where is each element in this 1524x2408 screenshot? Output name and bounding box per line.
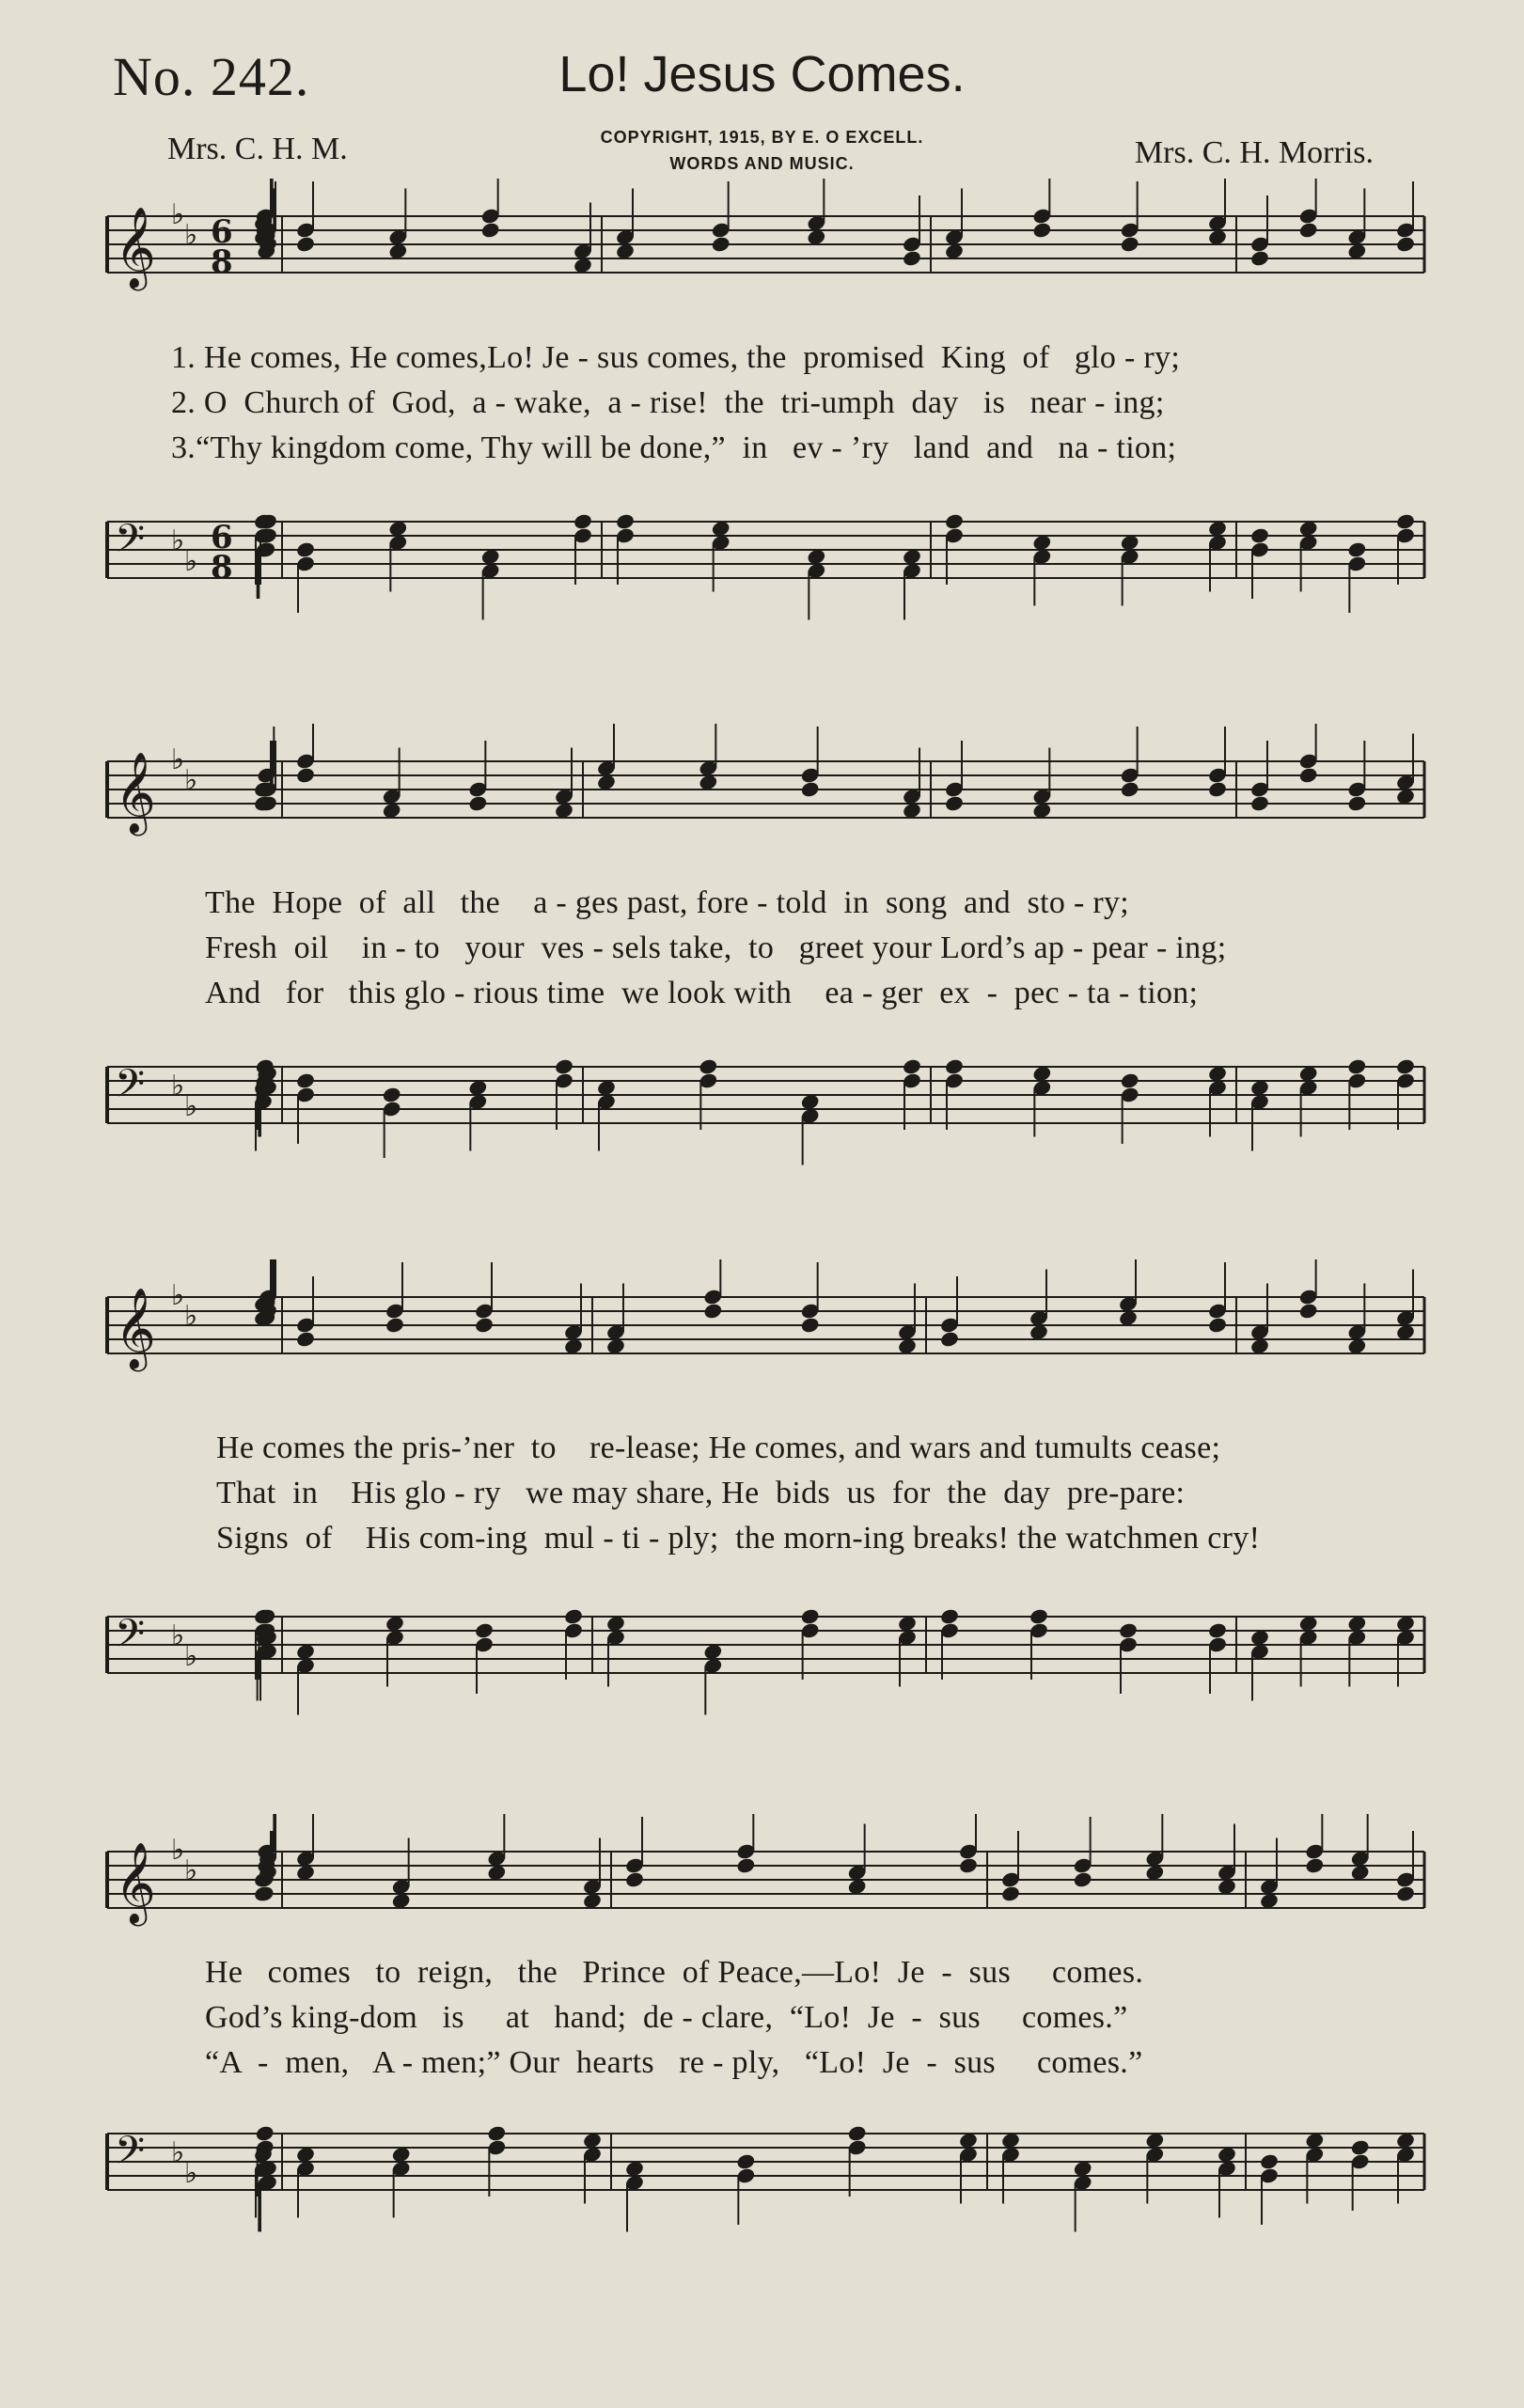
lyricist-credit: Mrs. C. H. M. <box>167 132 348 166</box>
note-head <box>385 1316 405 1334</box>
flat-icon: ♭ <box>171 1279 185 1312</box>
flat-icon: ♭ <box>171 524 185 557</box>
copyright-line-2: WORDS AND MUSIC. <box>669 154 855 173</box>
note-head <box>735 2152 756 2170</box>
flat-icon: ♭ <box>184 1854 198 1887</box>
note-head <box>1259 2152 1280 2170</box>
treble-staff <box>103 1259 1434 1410</box>
note-head <box>1304 1856 1325 1874</box>
note-head <box>902 1057 922 1075</box>
time-signature-bottom: 8 <box>211 243 233 281</box>
note-head <box>1346 540 1367 558</box>
note-head <box>735 1856 756 1874</box>
flat-icon: ♭ <box>171 2136 185 2169</box>
flat-icon: ♭ <box>184 1090 198 1123</box>
treble-staff <box>103 724 1434 874</box>
flat-icon: ♭ <box>171 1619 185 1652</box>
bass-clef-icon: 𝄢 <box>115 1611 146 1665</box>
note-head <box>295 1330 316 1348</box>
hymn-title: Lo! Jesus Comes. <box>558 46 966 102</box>
treble-clef-icon: 𝄞 <box>115 1842 156 1923</box>
note-head <box>467 794 488 812</box>
note-head <box>800 1316 821 1334</box>
note-head <box>1395 1057 1416 1075</box>
treble-staff <box>103 179 1434 329</box>
flat-icon: ♭ <box>184 1300 198 1333</box>
note-head <box>1249 249 1270 267</box>
hymn-number: No. 242. <box>113 46 310 107</box>
note-head <box>474 1316 495 1334</box>
note-head <box>1350 2138 1371 2156</box>
lyric-verse-1: He comes to reign, the Prince of Peace,—Lo! Je - sus comes. <box>205 1955 1144 1990</box>
note-head <box>958 1856 979 1874</box>
flat-icon: ♭ <box>184 764 198 797</box>
note-head <box>702 1302 723 1320</box>
lyric-verse-3: “A - men, A - men;” Our hearts re - ply, “Lo! Je - sus comes.” <box>205 2045 1143 2080</box>
lyric-verse-3: And for this glo - rious time we look with ea - ger ex - pec - ta - tion; <box>205 976 1199 1010</box>
note-head <box>615 512 636 530</box>
copyright-line-1: COPYRIGHT, 1915, BY E. O EXCELL. <box>600 128 924 147</box>
note-head <box>800 780 821 798</box>
note-head <box>474 1621 495 1639</box>
composer-credit: Mrs. C. H. Morris. <box>1134 135 1374 170</box>
note-head <box>1118 1621 1139 1639</box>
note-head <box>902 249 922 267</box>
note-head <box>1000 1884 1021 1902</box>
note-head <box>253 1884 274 1902</box>
note-head <box>486 2124 507 2142</box>
lyric-verse-2: God’s king-dom is at hand; de - clare, “Lo! Je - sus comes.” <box>205 2000 1128 2035</box>
lyric-verse-1: 1. He comes, He comes,Lo! Je - sus comes, the promised King of glo - ry; <box>171 340 1181 375</box>
note-head <box>1346 1057 1367 1075</box>
note-head <box>1346 794 1367 812</box>
note-head <box>1207 780 1228 798</box>
note-head <box>563 1607 584 1625</box>
lyric-verse-2: Fresh oil in - to your ves - sels take, to greet your Lord’s ap - pear - ing; <box>205 930 1227 965</box>
note-head <box>1298 1302 1319 1320</box>
note-head <box>1207 1621 1228 1639</box>
music-system-4 <box>103 1814 1434 2265</box>
note-head <box>382 1086 402 1103</box>
note-head <box>1249 526 1270 544</box>
note-head <box>573 512 593 530</box>
note-head <box>1031 221 1052 239</box>
note-head <box>1073 1870 1093 1888</box>
note-head <box>944 1057 965 1075</box>
flat-icon: ♭ <box>184 545 198 578</box>
note-head <box>1029 1607 1049 1625</box>
treble-staff <box>103 1814 1434 1964</box>
flat-icon: ♭ <box>184 2157 198 2190</box>
note-head <box>1120 1071 1140 1089</box>
treble-clef-icon: 𝄞 <box>115 752 156 833</box>
treble-clef-icon: 𝄞 <box>115 207 156 288</box>
bass-staff <box>103 1579 1434 1729</box>
note-head <box>255 2124 275 2142</box>
note-head <box>1207 1316 1228 1334</box>
bass-clef-icon: 𝄢 <box>115 1061 146 1116</box>
bass-staff <box>103 2096 1434 2246</box>
flat-icon: ♭ <box>171 1834 185 1867</box>
lyric-verse-3: Signs of His com-ing mul - ti - ply; the morn-ing breaks! the watchmen cry! <box>216 1521 1261 1556</box>
note-head <box>1395 235 1416 253</box>
treble-clef-icon: 𝄞 <box>115 1288 156 1368</box>
note-head <box>944 512 965 530</box>
note-head <box>1249 794 1270 812</box>
note-head <box>554 1057 574 1075</box>
music-system-1 <box>103 179 1434 630</box>
note-head <box>624 1870 645 1888</box>
lyric-verse-1: The Hope of all the a - ges past, fore - told in song and sto - ry; <box>205 885 1130 920</box>
note-head <box>295 1071 316 1089</box>
note-head <box>711 235 731 253</box>
flat-icon: ♭ <box>171 1070 185 1102</box>
note-head <box>1298 766 1319 784</box>
flat-icon: ♭ <box>184 219 198 252</box>
flat-icon: ♭ <box>171 198 185 231</box>
flat-icon: ♭ <box>184 1640 198 1673</box>
note-head <box>800 1607 821 1625</box>
note-head <box>944 794 965 812</box>
note-head <box>295 235 316 253</box>
note-head <box>295 766 316 784</box>
note-head <box>939 1330 960 1348</box>
note-head <box>295 540 316 558</box>
bass-staff <box>103 484 1434 634</box>
lyric-verse-2: That in His glo - ry we may share, He bids us for the day pre-pare: <box>216 1476 1186 1510</box>
note-head <box>1395 1884 1416 1902</box>
bass-clef-icon: 𝄢 <box>115 516 146 571</box>
note-head <box>698 1057 718 1075</box>
note-head <box>480 221 501 239</box>
note-head <box>1395 512 1416 530</box>
time-signature-bottom: 8 <box>211 549 233 586</box>
time-signature-top: 6 <box>211 213 233 251</box>
bass-staff <box>103 1029 1434 1180</box>
note-head <box>939 1607 960 1625</box>
time-signature-top: 6 <box>211 519 233 556</box>
note-head <box>847 2124 868 2142</box>
lyric-verse-3: 3.“Thy kingdom come, Thy will be done,” in ev - ’ry land and na - tion; <box>171 430 1177 465</box>
lyric-verse-2: 2. O Church of God, a - wake, a - rise! the tri-umph day is near - ing; <box>171 385 1165 420</box>
note-head <box>1298 221 1319 239</box>
music-system-2 <box>103 724 1434 1175</box>
flat-icon: ♭ <box>171 743 185 776</box>
music-system-3 <box>103 1259 1434 1711</box>
note-head <box>1120 780 1140 798</box>
note-head <box>1120 235 1140 253</box>
lyric-verse-1: He comes the pris-’ner to re-lease; He comes, and wars and tumults cease; <box>216 1431 1221 1465</box>
bass-clef-icon: 𝄢 <box>115 2128 146 2182</box>
